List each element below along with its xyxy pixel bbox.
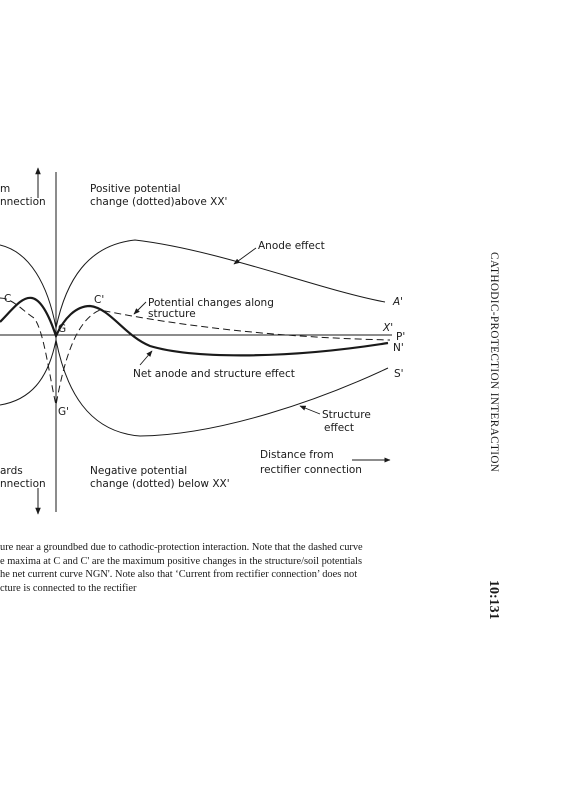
point-n-prime-label: N' — [393, 342, 404, 354]
potential-changes-leader — [134, 302, 146, 314]
negative-potential-label-line1: Negative potential — [90, 465, 188, 477]
caption-line-3: he net current curve NGN'. Note also that ‘Current from rectifier connection’ does not — [0, 569, 358, 580]
page-number: 10:131 — [486, 580, 501, 620]
structure-effect-leader — [300, 406, 320, 414]
potential-changes-label-line1: Potential changes along — [148, 297, 274, 309]
point-c-label: C — [4, 293, 12, 305]
point-p-prime-label: P' — [396, 331, 406, 343]
potential-changes-label-line2: structure — [148, 308, 196, 320]
net-effect-leader — [140, 351, 152, 365]
positive-potential-label-line1: Positive potential — [90, 183, 181, 195]
bottom-left-label-line2: nnection — [0, 478, 46, 490]
figure-caption — [0, 541, 478, 595]
negative-potential-label-line2: change (dotted) below XX' — [90, 478, 230, 490]
point-x-prime-label: X' — [383, 322, 394, 334]
caption-line-1: ure near a groundbed due to cathodic-protection interaction. Note that the dashed curve — [0, 542, 363, 553]
distance-label-line2: rectifier connection — [260, 464, 362, 476]
positive-potential-label-line2: change (dotted)above XX' — [90, 196, 228, 208]
distance-label-line1: Distance from — [260, 449, 334, 461]
top-left-label-line2: nnection — [0, 196, 46, 208]
running-head: CATHODIC-PROTECTION INTERACTION — [488, 252, 500, 473]
anode-effect-label: Anode effect — [258, 240, 325, 252]
point-s-prime-label: S' — [394, 368, 404, 380]
point-g-prime-label: G' — [58, 406, 70, 418]
bottom-left-label-line1: ards — [0, 465, 23, 477]
point-c-prime-label: C' — [94, 294, 105, 306]
point-g-label: G — [58, 323, 67, 335]
caption-line-4: cture is connected to the rectifier — [0, 582, 137, 594]
caption-line-2: e maxima at C and C' are the maximum positive changes in the structure/soil potentials — [0, 555, 362, 567]
top-left-label-line1: m — [0, 183, 11, 195]
point-a-prime-label: A' — [393, 296, 404, 308]
anode-effect-leader — [234, 248, 256, 264]
net-effect-label: Net anode and structure effect — [133, 368, 295, 380]
structure-effect-label-line2: effect — [324, 422, 355, 434]
structure-effect-label-line1: Structure — [322, 409, 371, 421]
